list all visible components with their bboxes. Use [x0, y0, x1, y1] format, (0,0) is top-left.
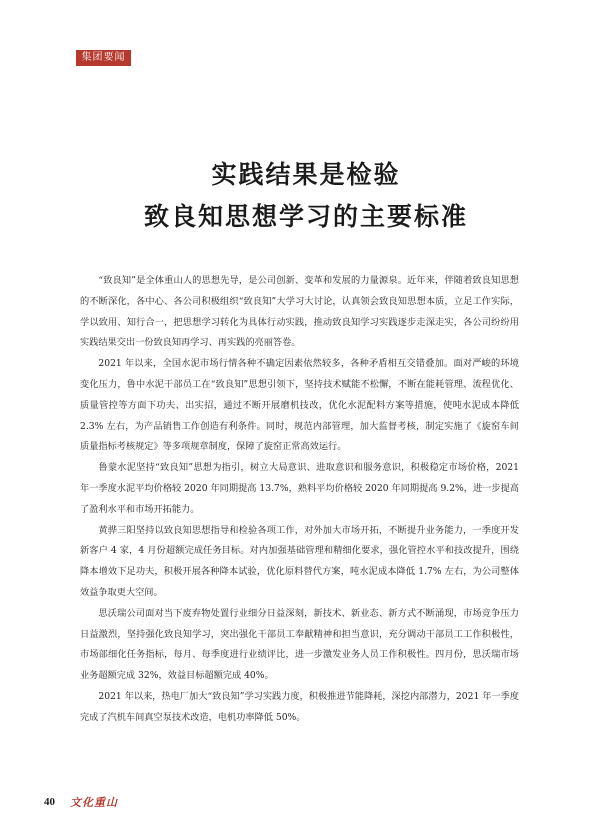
- magazine-logo: 文化重山: [70, 796, 118, 809]
- page-number: 40: [44, 796, 55, 808]
- article-title-line-2: 致良知思想学习的主要标准: [143, 202, 468, 231]
- paragraph: 2021 年以来，全国水泥市场行情各种不确定因素依然较多，各种矛盾相互交错叠加。面对严峻的环境变化压力，鲁中水泥干部员工在“致良知”思想引领下，坚持技术赋能不松懈，不断在能耗管理、流程优化、质量管控等方面下功夫、出实招，通过不断开展磨机技改，优化水泥配料方案等措施，使吨水泥成本降低 2.3% 左右，为产品销售工作创造有利条件。同时，规范内部管理，加大监督考核，制定实施了《旋窑车间质量指标考核规定》等多项规章制度，保障了旋窑正常高效运行。: [80, 358, 519, 453]
- article-body: [80, 271, 519, 729]
- paragraph: 鲁蒙水泥坚持“致良知”思想为指引，树立大局意识、进取意识和服务意识，积极稳定市场价格，2021 年一季度水泥平均价格较 2020 年同期提高 13.7%，熟料平均价格较 2020 年同期提高 9.2%，进一步提高了盈利水平和市场开拓能力。: [80, 462, 519, 515]
- paragraph: 黄骅三阳坚持以致良知思想指导和检验各项工作，对外加大市场开拓，不断提升业务能力，一季度开发新客户 4 家，4 月份超额完成任务目标。对内加强基础管理和精细化要求，强化管控水平和技改提升，围绕降本增效下足功夫，积极开展各种降本试验，优化原料替代方案，吨水泥成本降低 1.7% 左右，为公司整体效益争取更大空间。: [80, 524, 519, 598]
- paragraph: 思沃瑞公司面对当下废弃物处置行业细分日益深刻，新技术、新业态、新方式不断涌现，市场竞争压力日益激烈，坚持强化致良知学习，突出强化干部员工奉献精神和担当意识，充分调动干部员工工作积极性，市场部细化任务指标，每月、每季度进行业绩评比，进一步激发业务人员工作积极性。四月份，思沃瑞市场业务超额完成 32%，效益目标超额完成 40%。: [80, 607, 519, 682]
- section-tag: 集团要闻: [76, 50, 131, 66]
- paragraph: “致良知”是全体重山人的思想先导，是公司创新、变革和发展的力量源泉。近年来，伴随着致良知思想的不断深化，各中心、各公司积极组织“致良知”大学习大讨论，认真领会致良知思想本质，立足工作实际，学以致用、知行合一，把思想学习转化为具体行动实践，推动致良知学习实践逐步走深走实，各公司纷纷用实践结果交出一份致良知再学习、再实践的亮丽答卷。: [80, 275, 519, 349]
- article-title-line-1: 实践结果是检验: [211, 160, 401, 189]
- paragraph: 2021 年以来，热电厂加大“致良知”学习实践力度，积极推进节能降耗，深挖内部潜力，2021 年一季度完成了汽机车间真空泵技术改造，电机功率降低 50%。: [80, 690, 519, 723]
